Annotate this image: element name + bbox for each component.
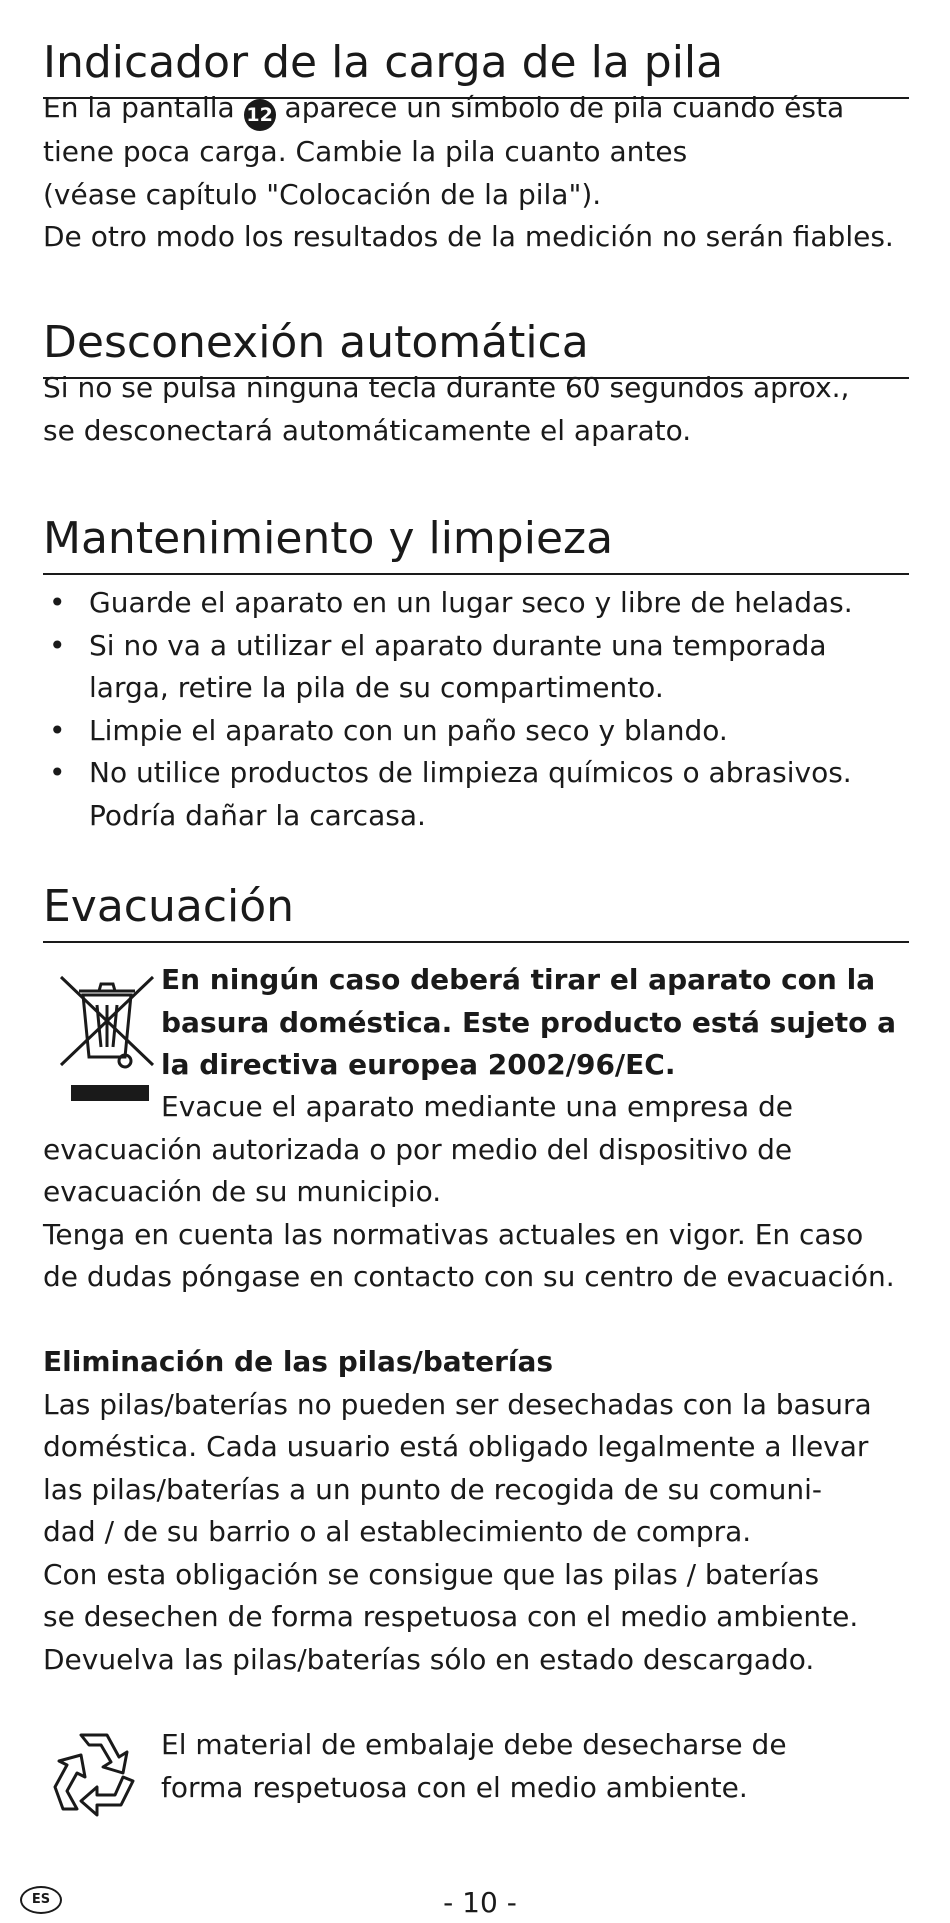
batteries-line-7: Devuelva las pilas/baterías sólo en estado descargado. (43, 1642, 815, 1676)
disposal-line-1: Evacue el aparato mediante una empresa de (161, 1090, 794, 1123)
battery-line-3: (véase capítulo "Colocación de la pila"). (43, 177, 602, 211)
auto-off-line-2: se desconectará automáticamente el aparato. (43, 413, 692, 447)
batteries-line-2: doméstica. Cada usuario está obligado legalmente a llevar (43, 1430, 869, 1463)
maintenance-item-4-line-1: • No utilice productos de limpieza químicos o abrasivos. (89, 756, 852, 789)
heading-maintenance: Mantenimiento y limpieza (43, 514, 909, 575)
battery-line-1 (43, 87, 909, 131)
display-reference-number: 12 (244, 99, 276, 131)
list-item (43, 710, 909, 753)
disposal-bold-paragraph (161, 959, 911, 1087)
disposal-bold-line-3: la directiva europea 2002/96/EC. (161, 1048, 676, 1081)
list-item (43, 752, 909, 837)
maintenance-item-3-line-1: • Limpie el aparato con un paño seco y blando. (89, 713, 728, 747)
packaging-paragraph (161, 1724, 911, 1809)
batteries-line-6: se desechen de forma respetuosa con el medio ambiente. (43, 1600, 859, 1633)
auto-off-line-1: Si no se pulsa ninguna tecla durante 60 segundos aprox., (43, 371, 850, 404)
subheading-battery-disposal: Eliminación de las pilas/baterías (43, 1345, 554, 1378)
disposal-line-4: Tenga en cuenta las normativas actuales en vigor. En caso (43, 1217, 864, 1251)
batteries-line-3: las pilas/baterías a un punto de recogida de su comuni- (43, 1472, 822, 1506)
packaging-line-2: forma respetuosa con el medio ambiente. (161, 1770, 748, 1804)
auto-off-paragraph (43, 367, 909, 452)
page-number: - 10 - (443, 1886, 517, 1919)
disposal-line-2: evacuación autorizada o por medio del dispositivo de (43, 1132, 793, 1166)
battery-line-1-pre: En la pantalla (43, 91, 235, 124)
maintenance-list (43, 582, 909, 837)
maintenance-item-1-line-1: • Guarde el aparato en un lugar seco y libre de heladas. (89, 586, 853, 619)
battery-paragraph (43, 87, 909, 259)
batteries-line-4: dad / de su barrio o al establecimiento de compra. (43, 1515, 752, 1548)
maintenance-item-2-line-1: • Si no va a utilizar el aparato durante una temporada (89, 628, 827, 662)
disposal-line-3: evacuación de su municipio. (43, 1175, 442, 1208)
batteries-line-5: Con esta obligación se consigue que las pilas / baterías (43, 1557, 820, 1591)
disposal-paragraph (43, 1086, 909, 1299)
list-item (43, 582, 909, 625)
disposal-bold-line-2: basura doméstica. Este producto está sujeto a (161, 1005, 897, 1039)
disposal-line-5: de dudas póngase en contacto con su centro de evacuación. (43, 1260, 895, 1293)
battery-line-4: De otro modo los resultados de la medición no serán fiables. (43, 220, 894, 253)
list-item (43, 625, 909, 710)
batteries-paragraph (43, 1341, 909, 1681)
maintenance-item-2-line-2: larga, retire la pila de su compartimento. (89, 671, 664, 704)
language-badge: ES (20, 1886, 62, 1914)
packaging-line-1: El material de embalaje debe desecharse de (161, 1728, 787, 1761)
batteries-line-1: Las pilas/baterías no pueden ser desechadas con la basura (43, 1387, 872, 1421)
disposal-bold-line-1: En ningún caso deberá tirar el aparato con la (161, 963, 876, 996)
battery-line-2: tiene poca carga. Cambie la pila cuanto antes (43, 135, 688, 168)
battery-line-1-post: aparece un símbolo de pila cuando ésta (284, 91, 845, 124)
heading-disposal: Evacuación (43, 882, 909, 943)
recycling-arrows-icon (45, 1725, 145, 1825)
heading-auto-off: Desconexión automática (43, 318, 909, 379)
heading-battery-indicator: Indicador de la carga de la pila (43, 38, 909, 99)
crossed-out-wheelie-bin-icon (53, 965, 163, 1105)
maintenance-item-4-line-2: Podría dañar la carcasa. (89, 798, 426, 832)
